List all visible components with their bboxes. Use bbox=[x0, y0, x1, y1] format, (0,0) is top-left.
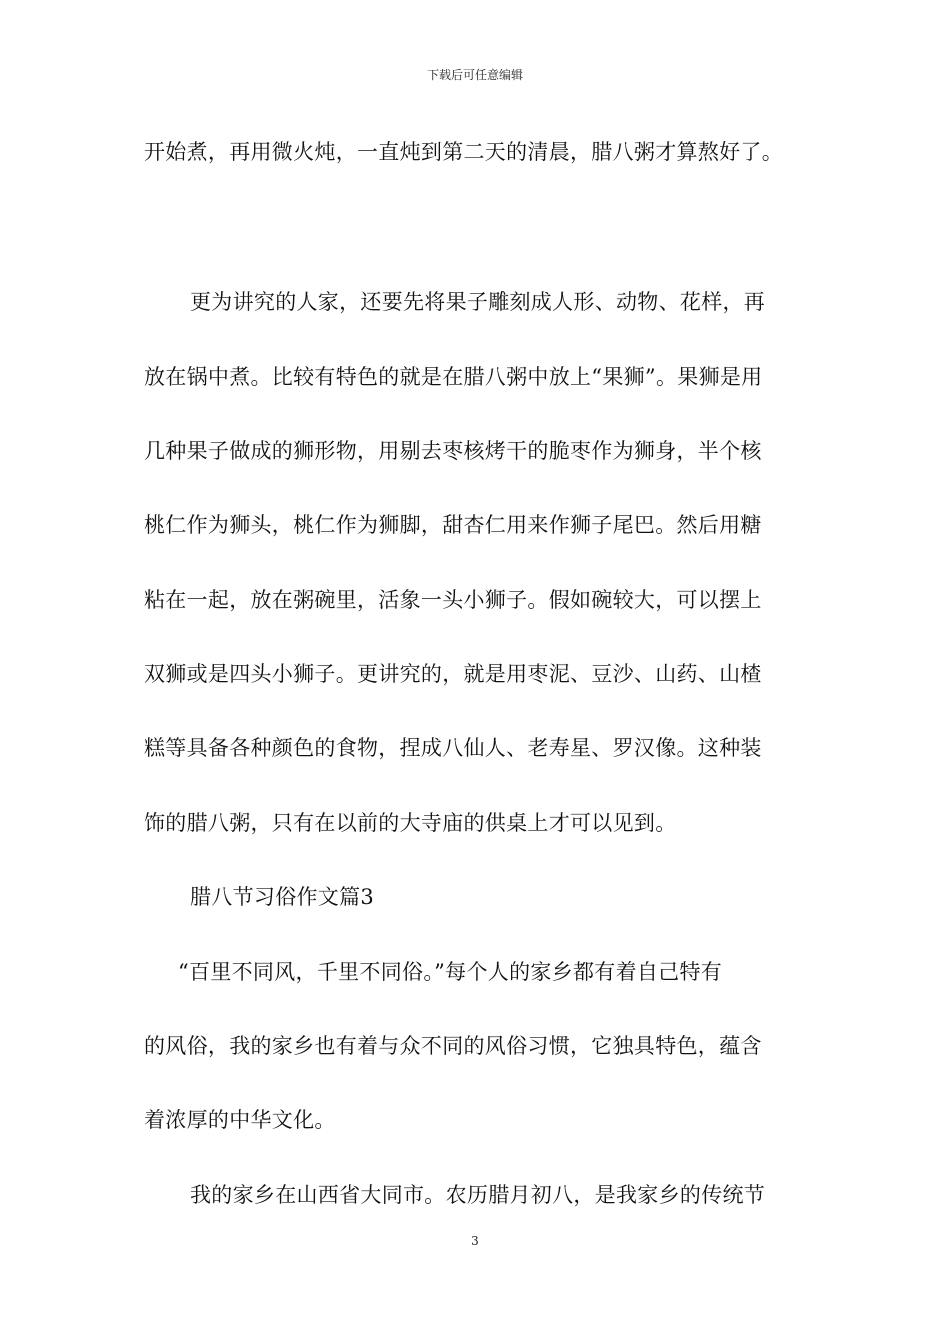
paragraph-line: 饰的腊八粥，只有在以前的大寺庙的供桌上才可以见到。 bbox=[144, 811, 677, 835]
paragraph-line: 糕等具备各种颜色的食物，捏成八仙人、老寿星、罗汉像。这种装 bbox=[144, 736, 762, 760]
paragraph-line: 粘在一起，放在粥碗里，活象一头小狮子。假如碗较大，可以摆上 bbox=[144, 588, 762, 612]
paragraph-line: 我的家乡在山西省大同市。农历腊月初八，是我家乡的传统节 bbox=[190, 1183, 766, 1207]
paragraph-line: 桃仁作为狮头，桃仁作为狮脚，甜杏仁用来作狮子尾巴。然后用糖 bbox=[144, 513, 762, 537]
page-header: 下载后可任意编辑 bbox=[426, 68, 523, 82]
paragraph-line: 的风俗，我的家乡也有着与众不同的风俗习惯，它独具特色，蕴含 bbox=[144, 1034, 762, 1058]
paragraph-line: 几种果子做成的狮形物，用剔去枣核烤干的脆枣作为狮身，半个核 bbox=[144, 439, 762, 463]
section-heading: 腊八节习俗作文篇3 bbox=[190, 885, 375, 909]
paragraph-line: 放在锅中煮。比较有特色的就是在腊八粥中放上“果狮”。果狮是用 bbox=[144, 365, 763, 389]
paragraph-line: 双狮或是四头小狮子。更讲究的，就是用枣泥、豆沙、山药、山楂 bbox=[144, 662, 762, 686]
paragraph-line: 开始煮，再用微火炖，一直炖到第二天的清晨，腊八粥才算熬好了。 bbox=[144, 140, 783, 164]
paragraph-line: “百里不同风，千里不同俗。”每个人的家乡都有着自己特有 bbox=[178, 960, 723, 984]
paragraph-line: 着浓厚的中华文化。 bbox=[144, 1108, 336, 1132]
page-number: 3 bbox=[471, 1234, 479, 1248]
paragraph-line: 更为讲究的人家，还要先将果子雕刻成人形、动物、花样，再 bbox=[190, 290, 766, 314]
